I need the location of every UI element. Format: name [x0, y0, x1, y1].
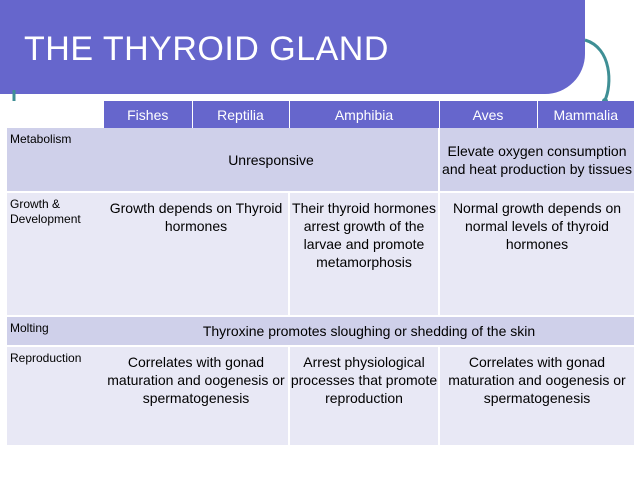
cell-growth-fishes-reptilia: Growth depends on Thyroid hormones [104, 192, 289, 316]
table-row-growth [7, 192, 634, 316]
table-row-metabolism [7, 128, 634, 192]
cell-metabolism-unresponsive: Unresponsive [104, 128, 439, 192]
header-mammalia: Mammalia [537, 101, 634, 128]
slide-title: THE THYROID GLAND [24, 30, 389, 68]
cell-molting-all: Thyroxine promotes sloughing or shedding of the skin [104, 316, 634, 346]
header-blank [7, 101, 104, 128]
cell-growth-amphibia: Their thyroid hormones arrest growth of the larvae and promote metamorphosis [289, 192, 439, 316]
cell-metabolism-aves-mammalia: Elevate oxygen consumption and heat production by tissues [439, 128, 634, 192]
row-label-molting: Molting [7, 316, 104, 346]
row-label-reproduction: Reproduction [7, 346, 104, 446]
header-aves: Aves [439, 101, 537, 128]
header-row [7, 101, 634, 128]
cell-reproduction-amphibia: Arrest physiological processes that promote reproduction [289, 346, 439, 446]
thyroid-table [7, 101, 634, 447]
cell-reproduction-aves-mammalia: Correlates with gonad maturation and oogenesis or spermatogenesis [439, 346, 634, 446]
header-fishes: Fishes [104, 101, 192, 128]
cell-reproduction-fishes-reptilia: Correlates with gonad maturation and oogenesis or spermatogenesis [104, 346, 289, 446]
cell-growth-aves-mammalia: Normal growth depends on normal levels of thyroid hormones [439, 192, 634, 316]
row-label-metabolism: Metabolism [7, 128, 104, 192]
row-label-growth: Growth & Development [7, 192, 104, 316]
header-reptilia: Reptilia [192, 101, 289, 128]
header-amphibia: Amphibia [289, 101, 439, 128]
table-row-reproduction [7, 346, 634, 446]
table-row-molting [7, 316, 634, 346]
